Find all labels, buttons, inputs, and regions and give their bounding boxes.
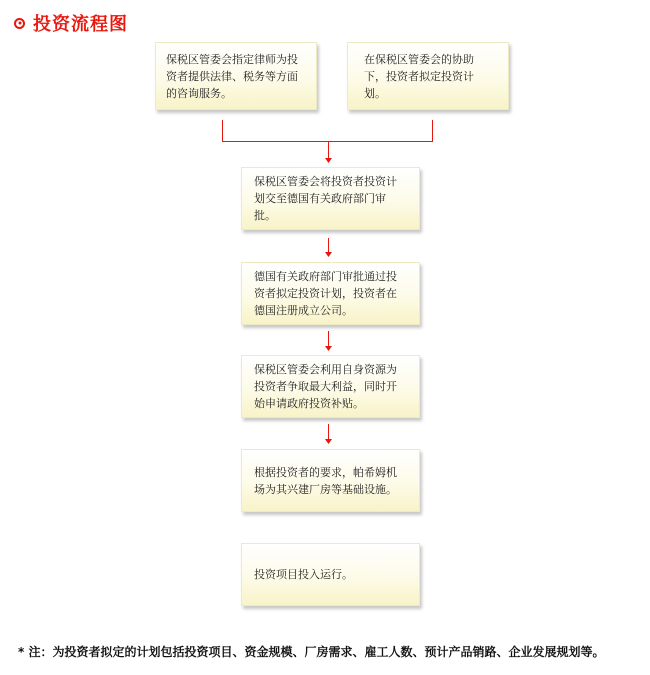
arrow-head-2 (325, 252, 332, 257)
flow-step-legal-consulting (155, 42, 317, 110)
page-title-text: 投资流程图 (33, 14, 128, 35)
flow-step-subsidy (241, 355, 420, 418)
arrow-head-3 (325, 346, 332, 351)
flow-step-text: 保税区管委会将投资者投资计划交至德国有关政府部门审批。 (254, 175, 397, 222)
flow-step-build-facilities (241, 449, 420, 512)
flow-step-draft-plan (347, 42, 509, 110)
flow-step-text: 保税区管委会利用自身资源为投资者争取最大利益，同时开始申请政府投资补贴。 (254, 363, 397, 410)
flow-step-text: 保税区管委会指定律师为投资者提供法律、税务等方面的咨询服务。 (166, 52, 298, 100)
flow-step-operation (241, 543, 420, 606)
flow-step-text: 投资项目投入运行。 (254, 568, 353, 581)
merge-connector (223, 120, 433, 142)
flow-step-submit-approval (241, 167, 420, 230)
footnote: * 注：为投资者拟定的计划包括投资项目、资金规模、厂房需求、雇工人数、预计产品销路、企业发展规划等。 (18, 645, 605, 659)
arrow-head-1 (325, 158, 332, 163)
flow-step-text: 德国有关政府部门审批通过投资者拟定投资计划，投资者在德国注册成立公司。 (254, 270, 397, 317)
arrow-head-4 (325, 439, 332, 444)
flow-step-text: 在保税区管委会的协助下，投资者拟定投资计划。 (364, 52, 474, 100)
flow-step-register-company (241, 262, 420, 325)
flow-step-text: 根据投资者的要求，帕希姆机场为其兴建厂房等基础设施。 (254, 465, 397, 496)
